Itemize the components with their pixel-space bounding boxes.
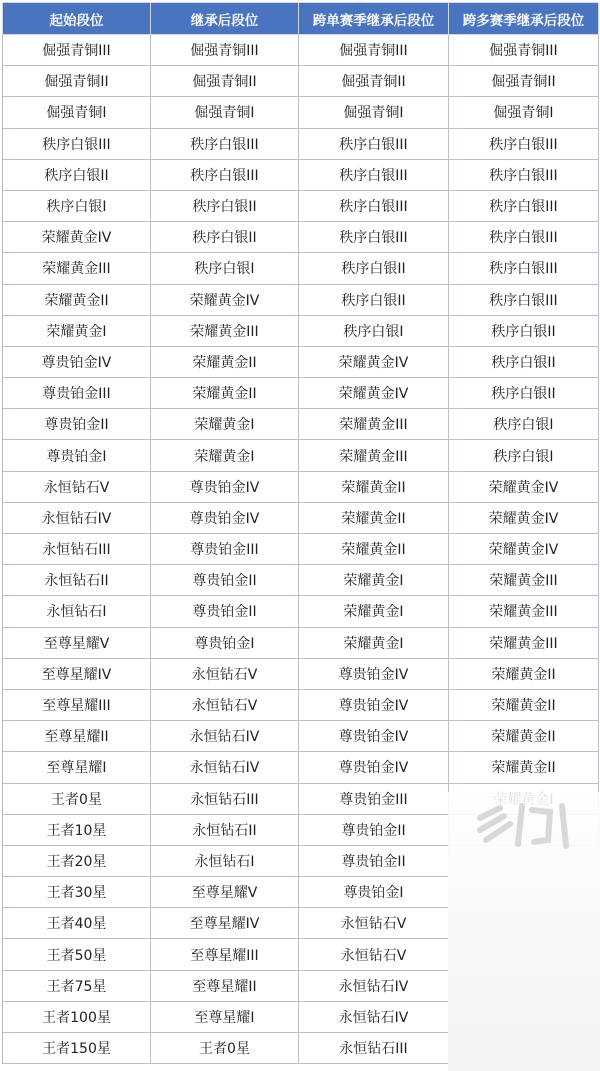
inherited-rank-cell: 尊贵铂金II <box>151 565 299 596</box>
multi-season-rank-cell: 秩序白银III <box>449 159 599 190</box>
table-row <box>3 409 599 440</box>
single-season-rank-cell: 永恒钻石IV <box>299 1001 449 1032</box>
single-season-rank-cell: 倔强青铜I <box>299 97 449 128</box>
start-rank-cell: 至尊星耀V <box>3 627 151 658</box>
single-season-rank-cell: 尊贵铂金I <box>299 877 449 908</box>
start-rank-cell: 王者20星 <box>3 845 151 876</box>
start-rank-cell: 永恒钻石III <box>3 534 151 565</box>
start-rank-cell: 至尊星耀I <box>3 752 151 783</box>
single-season-rank-cell: 秩序白银III <box>299 222 449 253</box>
multi-season-rank-cell: 荣耀黄金IV <box>449 502 599 533</box>
single-season-rank-cell: 尊贵铂金IV <box>299 689 449 720</box>
inherited-rank-cell: 永恒钻石I <box>151 845 299 876</box>
single-season-rank-cell: 秩序白银III <box>299 190 449 221</box>
multi-season-rank-cell: 荣耀黄金II <box>449 721 599 752</box>
single-season-rank-cell: 秩序白银III <box>299 128 449 159</box>
header-start-rank: 起始段位 <box>3 3 151 35</box>
single-season-rank-cell: 荣耀黄金I <box>299 565 449 596</box>
inherited-rank-cell: 荣耀黄金II <box>151 346 299 377</box>
table-row <box>3 658 599 689</box>
start-rank-cell: 王者100星 <box>3 1001 151 1032</box>
single-season-rank-cell: 尊贵铂金IV <box>299 721 449 752</box>
multi-season-rank-cell: 荣耀黄金III <box>449 565 599 596</box>
start-rank-cell: 倔强青铜III <box>3 35 151 66</box>
multi-season-rank-cell: 秩序白银I <box>449 440 599 471</box>
table-row <box>3 534 599 565</box>
table-row <box>3 128 599 159</box>
start-rank-cell: 秩序白银III <box>3 128 151 159</box>
start-rank-cell: 王者0星 <box>3 783 151 814</box>
start-rank-cell: 尊贵铂金III <box>3 378 151 409</box>
start-rank-cell: 荣耀黄金IV <box>3 222 151 253</box>
inherited-rank-cell: 荣耀黄金I <box>151 409 299 440</box>
single-season-rank-cell: 尊贵铂金II <box>299 814 449 845</box>
single-season-rank-cell: 荣耀黄金I <box>299 596 449 627</box>
inherited-rank-cell: 荣耀黄金I <box>151 440 299 471</box>
single-season-rank-cell: 秩序白银II <box>299 284 449 315</box>
start-rank-cell: 尊贵铂金II <box>3 409 151 440</box>
single-season-rank-cell: 永恒钻石IV <box>299 970 449 1001</box>
multi-season-rank-cell: 荣耀黄金III <box>449 627 599 658</box>
start-rank-cell: 秩序白银II <box>3 159 151 190</box>
inherited-rank-cell: 秩序白银III <box>151 128 299 159</box>
inherited-rank-cell: 永恒钻石II <box>151 814 299 845</box>
table-row <box>3 627 599 658</box>
table-row <box>3 66 599 97</box>
single-season-rank-cell: 尊贵铂金IV <box>299 752 449 783</box>
header-inherited-rank: 继承后段位 <box>151 3 299 35</box>
inherited-rank-cell: 秩序白银III <box>151 159 299 190</box>
single-season-rank-cell: 倔强青铜II <box>299 66 449 97</box>
header-multi-season-rank: 跨多赛季继承后段位 <box>449 3 599 35</box>
multi-season-rank-cell: 荣耀黄金IV <box>449 534 599 565</box>
start-rank-cell: 永恒钻石V <box>3 471 151 502</box>
site-logo-icon <box>470 800 580 850</box>
inherited-rank-cell: 秩序白银II <box>151 190 299 221</box>
start-rank-cell: 王者40星 <box>3 908 151 939</box>
single-season-rank-cell: 秩序白银II <box>299 253 449 284</box>
start-rank-cell: 至尊星耀II <box>3 721 151 752</box>
single-season-rank-cell: 永恒钻石V <box>299 908 449 939</box>
inherited-rank-cell: 至尊星耀V <box>151 877 299 908</box>
multi-season-rank-cell: 秩序白银III <box>449 128 599 159</box>
single-season-rank-cell: 荣耀黄金IV <box>299 378 449 409</box>
start-rank-cell: 永恒钻石I <box>3 596 151 627</box>
single-season-rank-cell: 尊贵铂金II <box>299 845 449 876</box>
table-row <box>3 721 599 752</box>
start-rank-cell: 王者10星 <box>3 814 151 845</box>
multi-season-rank-cell: 秩序白银II <box>449 346 599 377</box>
watermark-logo <box>448 792 600 1071</box>
table-row <box>3 471 599 502</box>
multi-season-rank-cell: 秩序白银I <box>449 409 599 440</box>
multi-season-rank-cell: 倔强青铜III <box>449 35 599 66</box>
inherited-rank-cell: 永恒钻石V <box>151 658 299 689</box>
table-row <box>3 378 599 409</box>
start-rank-cell: 永恒钻石IV <box>3 502 151 533</box>
start-rank-cell: 至尊星耀IV <box>3 658 151 689</box>
table-row <box>3 222 599 253</box>
start-rank-cell: 荣耀黄金III <box>3 253 151 284</box>
inherited-rank-cell: 荣耀黄金III <box>151 315 299 346</box>
table-row <box>3 253 599 284</box>
inherited-rank-cell: 永恒钻石IV <box>151 721 299 752</box>
start-rank-cell: 王者150星 <box>3 1033 151 1064</box>
start-rank-cell: 至尊星耀III <box>3 689 151 720</box>
single-season-rank-cell: 永恒钻石V <box>299 939 449 970</box>
header-row <box>3 3 599 35</box>
header-single-season-rank: 跨单赛季继承后段位 <box>299 3 449 35</box>
table-row <box>3 97 599 128</box>
start-rank-cell: 倔强青铜II <box>3 66 151 97</box>
inherited-rank-cell: 荣耀黄金II <box>151 378 299 409</box>
single-season-rank-cell: 秩序白银III <box>299 159 449 190</box>
single-season-rank-cell: 荣耀黄金III <box>299 409 449 440</box>
single-season-rank-cell: 荣耀黄金I <box>299 627 449 658</box>
multi-season-rank-cell: 荣耀黄金IV <box>449 471 599 502</box>
table-row <box>3 689 599 720</box>
inherited-rank-cell: 尊贵铂金IV <box>151 471 299 502</box>
start-rank-cell: 荣耀黄金II <box>3 284 151 315</box>
start-rank-cell: 王者75星 <box>3 970 151 1001</box>
inherited-rank-cell: 尊贵铂金II <box>151 596 299 627</box>
multi-season-rank-cell: 倔强青铜II <box>449 66 599 97</box>
multi-season-rank-cell: 荣耀黄金III <box>449 596 599 627</box>
table-row <box>3 284 599 315</box>
multi-season-rank-cell: 秩序白银III <box>449 222 599 253</box>
table-row <box>3 596 599 627</box>
inherited-rank-cell: 尊贵铂金III <box>151 534 299 565</box>
inherited-rank-cell: 至尊星耀I <box>151 1001 299 1032</box>
single-season-rank-cell: 尊贵铂金III <box>299 783 449 814</box>
start-rank-cell: 王者30星 <box>3 877 151 908</box>
single-season-rank-cell: 秩序白银I <box>299 315 449 346</box>
start-rank-cell: 永恒钻石II <box>3 565 151 596</box>
inherited-rank-cell: 王者0星 <box>151 1033 299 1064</box>
single-season-rank-cell: 永恒钻石III <box>299 1033 449 1064</box>
inherited-rank-cell: 倔强青铜III <box>151 35 299 66</box>
multi-season-rank-cell: 秩序白银III <box>449 284 599 315</box>
table-row <box>3 502 599 533</box>
inherited-rank-cell: 至尊星耀IV <box>151 908 299 939</box>
multi-season-rank-cell: 荣耀黄金II <box>449 689 599 720</box>
inherited-rank-cell: 倔强青铜II <box>151 66 299 97</box>
multi-season-rank-cell: 秩序白银II <box>449 315 599 346</box>
start-rank-cell: 倔强青铜I <box>3 97 151 128</box>
single-season-rank-cell: 荣耀黄金III <box>299 440 449 471</box>
table-row <box>3 190 599 221</box>
inherited-rank-cell: 永恒钻石V <box>151 689 299 720</box>
multi-season-rank-cell: 秩序白银II <box>449 378 599 409</box>
single-season-rank-cell: 荣耀黄金II <box>299 502 449 533</box>
start-rank-cell: 尊贵铂金IV <box>3 346 151 377</box>
inherited-rank-cell: 荣耀黄金IV <box>151 284 299 315</box>
single-season-rank-cell: 尊贵铂金IV <box>299 658 449 689</box>
single-season-rank-cell: 荣耀黄金IV <box>299 346 449 377</box>
inherited-rank-cell: 至尊星耀II <box>151 970 299 1001</box>
inherited-rank-cell: 秩序白银II <box>151 222 299 253</box>
table-row <box>3 35 599 66</box>
single-season-rank-cell: 荣耀黄金II <box>299 471 449 502</box>
start-rank-cell: 王者50星 <box>3 939 151 970</box>
table-row <box>3 752 599 783</box>
inherited-rank-cell: 倔强青铜I <box>151 97 299 128</box>
table-row <box>3 346 599 377</box>
inherited-rank-cell: 秩序白银I <box>151 253 299 284</box>
inherited-rank-cell: 永恒钻石III <box>151 783 299 814</box>
table-row <box>3 565 599 596</box>
inherited-rank-cell: 至尊星耀III <box>151 939 299 970</box>
multi-season-rank-cell: 荣耀黄金II <box>449 658 599 689</box>
inherited-rank-cell: 永恒钻石IV <box>151 752 299 783</box>
table-row <box>3 159 599 190</box>
multi-season-rank-cell: 秩序白银III <box>449 190 599 221</box>
single-season-rank-cell: 倔强青铜III <box>299 35 449 66</box>
multi-season-rank-cell: 荣耀黄金II <box>449 752 599 783</box>
start-rank-cell: 荣耀黄金I <box>3 315 151 346</box>
multi-season-rank-cell: 倔强青铜I <box>449 97 599 128</box>
start-rank-cell: 秩序白银I <box>3 190 151 221</box>
inherited-rank-cell: 尊贵铂金I <box>151 627 299 658</box>
table-row <box>3 315 599 346</box>
start-rank-cell: 尊贵铂金I <box>3 440 151 471</box>
table-row <box>3 440 599 471</box>
multi-season-rank-cell: 秩序白银III <box>449 253 599 284</box>
inherited-rank-cell: 尊贵铂金IV <box>151 502 299 533</box>
single-season-rank-cell: 荣耀黄金II <box>299 534 449 565</box>
